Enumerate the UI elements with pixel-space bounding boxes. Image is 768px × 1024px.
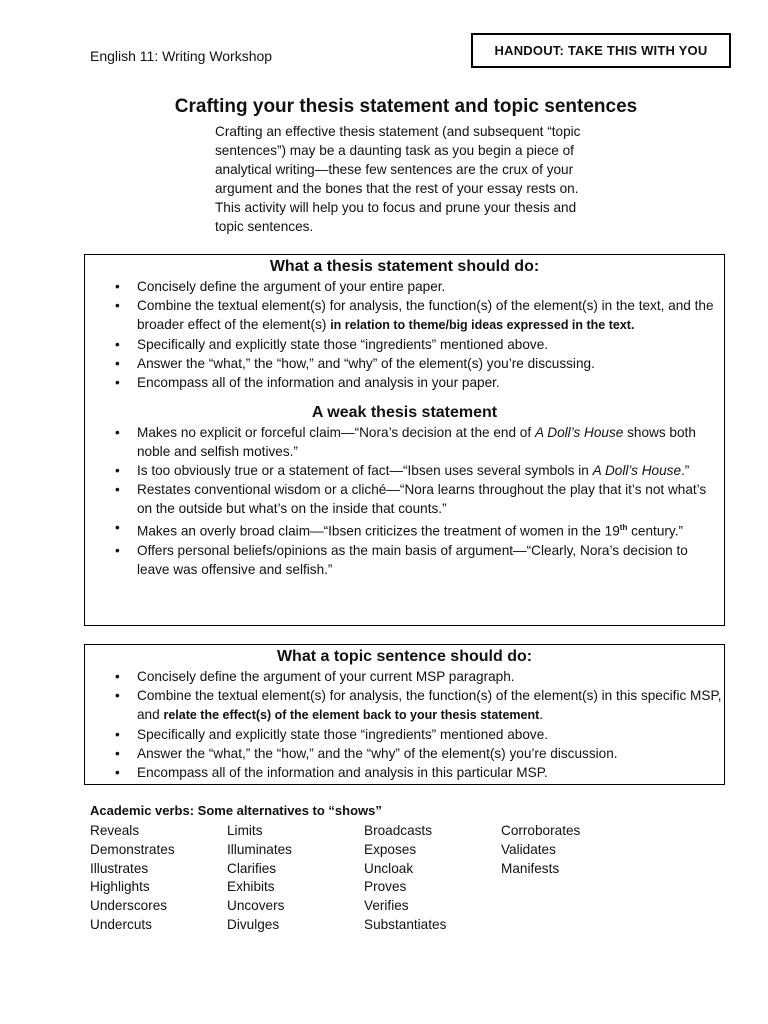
list-item: • Answer the “what,” the “how,” and “why” of the element(s) you’re discussing.: [85, 354, 724, 373]
topic-heading: What a topic sentence should do:: [276, 648, 533, 665]
thesis-box: [84, 254, 725, 626]
list-item: • Makes no explicit or forceful claim—“Nora’s decision at the end of A Doll’s House shows both noble and selfish motives.”: [85, 423, 724, 461]
verb: Corroborates: [501, 823, 581, 838]
verbs-column-2: [227, 822, 292, 935]
thesis-heading: What a thesis statement should do:: [269, 258, 540, 275]
verb: Proves: [364, 879, 407, 895]
work-title: A Doll’s House: [534, 425, 624, 440]
verb: Reveals: [90, 823, 140, 838]
verb: Substantiates: [364, 916, 447, 932]
verbs-column-3: [364, 822, 446, 935]
verb: Uncloak: [364, 860, 414, 876]
list-item: • Encompass all of the information and analysis in your paper.: [85, 373, 724, 392]
list-item: • Concisely define the argument of your entire paper.: [85, 277, 724, 296]
verb: Demonstrates: [90, 841, 175, 857]
verb: Underscores: [90, 898, 168, 914]
verb: Broadcasts: [364, 823, 433, 838]
intro-paragraph: Crafting an effective thesis statement (and subsequent “topic sentences”) may be a daunting task as you begin a piece of analytical writing—these few sentences are the crux of your argument and the bones that the rest of your essay rests on. This activity will help you to focus and prune your thesis and topic sentences.: [215, 124, 581, 234]
list-item: • Concisely define the argument of your current MSP paragraph.: [85, 667, 724, 686]
work-title: A Doll’s House: [592, 463, 682, 478]
thesis-list: [85, 277, 724, 392]
weak-thesis-list: [85, 423, 724, 579]
superscript: th: [619, 523, 628, 532]
bold-phrase: relate the effect(s) of the element back to your thesis statement: [163, 708, 540, 722]
verb: Manifests: [501, 860, 560, 876]
list-item: • Specifically and explicitly state those “ingredients” mentioned above.: [85, 725, 724, 744]
verbs-heading: Academic verbs: Some alternatives to “shows”: [90, 803, 382, 818]
list-item: • Specifically and explicitly state those “ingredients” mentioned above.: [85, 335, 724, 354]
verb: Undercuts: [90, 916, 152, 932]
verb: Highlights: [90, 879, 150, 895]
verb: Exhibits: [227, 879, 275, 895]
verb: Exposes: [364, 841, 417, 857]
list-item: • Is too obviously true or a statement of fact—“Ibsen uses several symbols in A Doll’s House.”: [85, 461, 724, 480]
list-item: • Answer the “what,” the “how,” and the “why” of the element(s) you’re discussion.: [85, 744, 724, 763]
verb: Clarifies: [227, 860, 277, 876]
handout-badge: HANDOUT: TAKE THIS WITH YOU: [471, 33, 731, 68]
page-title: Crafting your thesis statement and topic sentences: [174, 96, 638, 117]
list-item: • Combine the textual element(s) for analysis, the function(s) of the element(s) in the text, and the broader effect of the element(s) in relation to theme/big ideas expressed in the text.: [85, 296, 724, 335]
verb: Validates: [501, 841, 556, 857]
verb: Divulges: [227, 916, 280, 932]
list-item: • Restates conventional wisdom or a cliché—“Nora learns throughout the play that it’s not what’s on the outside but what’s on the inside that counts.”: [85, 480, 724, 518]
topic-list: [85, 667, 724, 782]
list-item: • Combine the textual element(s) for analysis, the function(s) of the element(s) in this specific MSP, and relate the effect(s) of the element back to your thesis statement.: [85, 686, 724, 725]
topic-sentence-box: [84, 644, 725, 785]
list-item: • Offers personal beliefs/opinions as the main basis of argument—“Clearly, Nora’s decision to leave was offensive and selfish.”: [85, 541, 724, 579]
verbs-column-1: [90, 822, 175, 935]
list-item: • Makes an overly broad claim—“Ibsen criticizes the treatment of women in the 19th century.”: [85, 518, 724, 541]
weak-thesis-heading: A weak thesis statement: [311, 404, 498, 421]
list-item: • Encompass all of the information and analysis in this particular MSP.: [85, 763, 724, 782]
course-title: English 11: Writing Workshop: [90, 48, 273, 64]
bold-phrase: in relation to theme/big ideas expressed in the text.: [330, 318, 635, 332]
verb: Uncovers: [227, 898, 285, 914]
verb: Illustrates: [90, 860, 149, 876]
verb: Limits: [227, 823, 263, 838]
verb: Illuminates: [227, 841, 292, 857]
verbs-column-4: [501, 822, 580, 878]
verb: Verifies: [364, 898, 409, 914]
